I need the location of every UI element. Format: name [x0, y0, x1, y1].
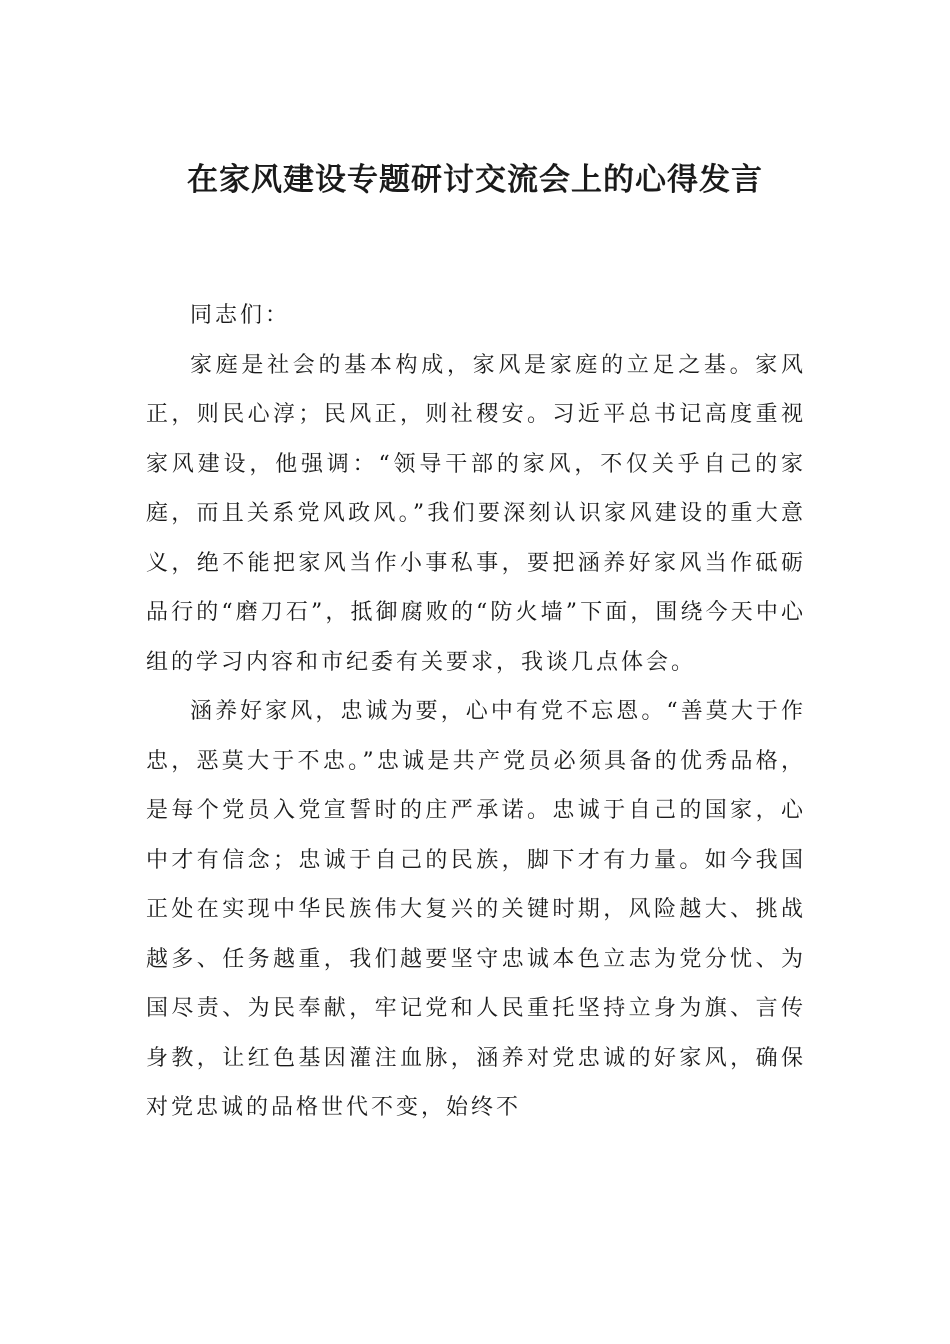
paragraph-2: 涵养好家风，忠诚为要，心中有党不忘恩。“善莫大于作忠，恶莫大于不忠。”忠诚是共产党员必须具备的优秀品格，是每个党员入党宣誓时的庄严承诺。忠诚于自己的国家，心中才有信念；忠诚于自己的民族，脚下才有力量。如今我国正处在实现中华民族伟大复兴的关键时期，风险越大、挑战越多、任务越重，我们越要坚守忠诚本色立志为党分忧、为国尽责、为民奉献，牢记党和人民重托坚持立身为旗、言传身教，让红色基因灌注血脉，涵养对党忠诚的好家风，确保对党忠诚的品格世代不变，始终不: [146, 699, 806, 1120]
salutation: 同志们：: [190, 303, 291, 328]
paragraph-1: 家庭是社会的基本构成，家风是家庭的立足之基。家风正，则民心淳；民风正，则社稷安。习近平总书记高度重视家风建设，他强调：“领导干部的家风，不仅关乎自己的家庭，而且关系党风政风。”我们要深刻认识家风建设的重大意义，绝不能把家风当作小事私事，要把涵养好家风当作砥砺品行的“磨刀石”，抵御腐败的“防火墙”下面，围绕今天中心组的学习内容和市纪委有关要求，我谈几点体会。: [146, 352, 806, 675]
document-body: [146, 291, 806, 1133]
document-title: 在家风建设专题研讨交流会上的心得发言: [187, 162, 763, 198]
